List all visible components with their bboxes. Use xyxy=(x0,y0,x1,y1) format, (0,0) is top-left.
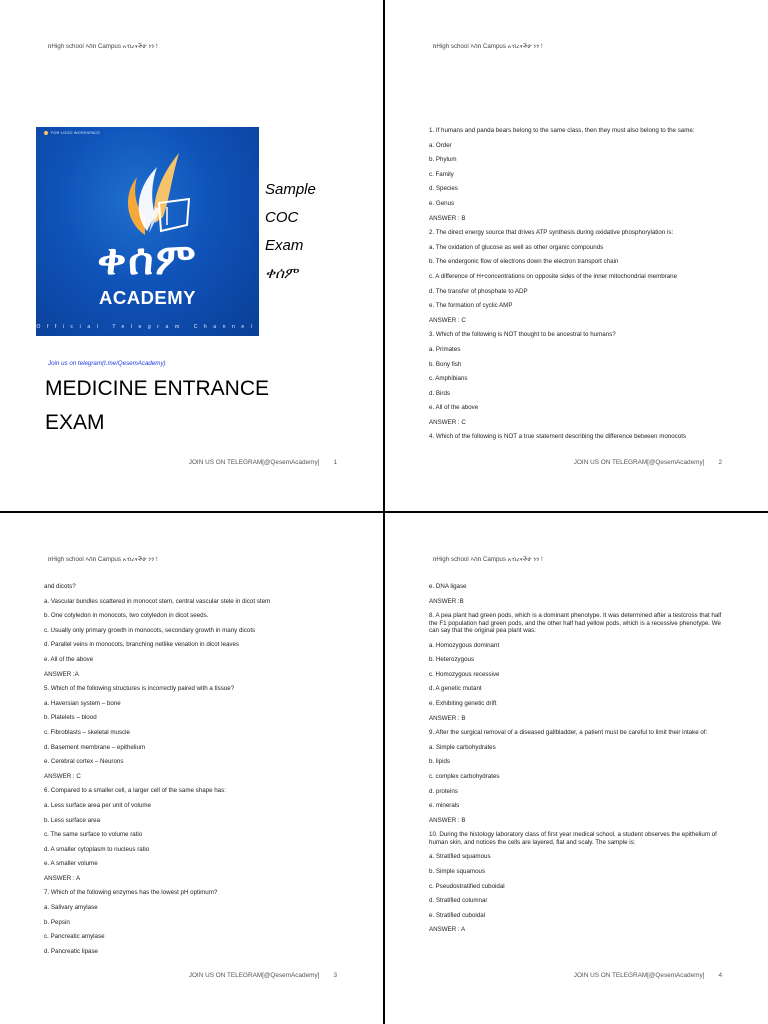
footer-text: JOIN US ON TELEGRAM[@QesemAcademy] xyxy=(573,972,705,979)
question-line: c. Homozygous recessive xyxy=(429,670,500,678)
question-line: b. One cotyledon in monocots, two cotyledon in dicot seeds. xyxy=(44,612,209,620)
cover-title-line: MEDICINE ENTRANCE xyxy=(45,377,270,400)
footer-text: JOIN US ON TELEGRAM[@QesemAcademy] xyxy=(188,972,320,979)
question-line: d. proteins xyxy=(429,787,458,795)
question-line: b. Phylum xyxy=(429,156,457,164)
question-line: c. complex carbohydrates xyxy=(429,772,500,780)
question-line: d. Species xyxy=(429,185,458,193)
question-line: a. Less surface area per unit of volume xyxy=(44,801,151,809)
page-3 xyxy=(0,513,383,1024)
question-line: c. Fibroblasts – skeletal muscle xyxy=(44,728,130,736)
page-header: ከHigh school እስከ Campus አብረናችሁ ነን ! xyxy=(48,556,158,563)
page-1 xyxy=(0,0,383,511)
question-line: a. Order xyxy=(429,141,452,149)
question-line: and dicots? xyxy=(44,583,76,590)
footer-text: JOIN US ON TELEGRAM[@QesemAcademy] xyxy=(573,459,705,466)
question-line: e. Stratified cuboidal xyxy=(429,911,486,919)
question-line: 3. Which of the following is NOT thought to be ancestral to humans? xyxy=(429,331,616,339)
question-list xyxy=(44,583,344,962)
question-line: e. Cerebral cortex – Neurons xyxy=(44,758,124,766)
question-line: 5. Which of the following structures is incorrectly paired with a tissue? xyxy=(44,685,235,693)
sample-line: Sample xyxy=(265,181,316,198)
page-footer xyxy=(189,459,337,466)
page-header: ከHigh school እስከ Campus አብረናችሁ ነን ! xyxy=(433,43,543,50)
question-line: b. Pepsin xyxy=(44,918,70,926)
question-line: 10. During the histology laboratory class of first year medical school, a student observes the epithelium of human skin, and notices the cells are layered, flat and scaly. The sample is: xyxy=(429,831,717,846)
question-line: 9. After the surgical removal of a diseased gallbladder, a patient must be careful to limit their intake of: xyxy=(429,729,708,737)
question-line: e. All of the above xyxy=(429,404,479,412)
question-line: b. Heterozygous xyxy=(429,656,475,664)
question-list xyxy=(429,583,729,941)
question-line: ANSWER : C xyxy=(429,316,466,324)
question-line: 6. Compared to a smaller cell, a larger cell of the same shape has: xyxy=(44,787,226,795)
question-line: ANSWER : C xyxy=(44,772,81,780)
question-line: b. lipids xyxy=(429,758,450,766)
logo-badge-icon xyxy=(44,131,48,135)
question-line: ANSWER : A xyxy=(44,874,81,882)
question-line: a. Vascular bundles scattered in monocot stem, central vascular stele in dicot stem xyxy=(44,597,271,605)
question-line: d. Stratified columnar xyxy=(429,897,488,905)
page-footer xyxy=(189,972,337,979)
question-line: b. Simple squamous xyxy=(429,867,486,875)
sample-coc-label xyxy=(265,176,316,288)
sample-line: ቀሰም xyxy=(265,265,298,282)
cover-title-line: EXAM xyxy=(45,411,105,434)
question-line: a. Haversian system – bone xyxy=(44,699,121,707)
question-line: b. Bony fish xyxy=(429,360,462,368)
question-line: a. Stratified squamous xyxy=(429,853,491,861)
question-line: ANSWER : B xyxy=(429,816,466,824)
question-line: e. Genus xyxy=(429,199,455,207)
logo-amharic-text: ቀሰም xyxy=(97,235,198,285)
question-line: ANSWER : B xyxy=(429,714,466,722)
question-line: c. Amphibians xyxy=(429,375,468,383)
page-number: 3 xyxy=(333,972,337,979)
footer-text: JOIN US ON TELEGRAM[@QesemAcademy] xyxy=(188,459,320,466)
question-line: a. The oxidation of glucose as well as other organic compounds xyxy=(429,243,604,251)
question-line: 8. A pea plant had green pods, which is a dominant phenotype. It was determined after a testcross that half the F1 population had green pods, and the other half had yellow pods, which is a recessive phenotype. We can say that the original pea plant was: xyxy=(429,612,722,634)
question-line: c. A difference of H+concentrations on opposite sides of the inner mitochondrial membrane xyxy=(429,272,678,280)
page-number: 2 xyxy=(718,459,722,466)
page-4 xyxy=(385,513,768,1024)
sample-line: COC xyxy=(265,209,299,226)
page-header: ከHigh school እስከ Campus አብረናችሁ ነን ! xyxy=(433,556,543,563)
question-line: e. minerals xyxy=(429,802,460,810)
question-line: e. The formation of cyclic AMP xyxy=(429,302,513,310)
question-line: ANSWER : B xyxy=(429,214,466,222)
page-2 xyxy=(385,0,768,511)
academy-logo xyxy=(36,127,259,336)
question-line: 7. Which of the following enzymes has the lowest pH optimum? xyxy=(44,889,218,897)
question-line: c. Family xyxy=(429,170,454,178)
telegram-link[interactable]: Join us on telegram(t.me/QesemAcademy) xyxy=(48,360,166,367)
logo-top-text: FOR LOGO WORKSPACE xyxy=(51,131,101,135)
question-line: c. Pancreatic amylase xyxy=(44,933,105,941)
question-line: e. A smaller volume xyxy=(44,860,98,868)
question-line: d. A smaller cytoplasm to nucleus ratio xyxy=(44,845,150,853)
question-line: 1. If humans and panda bears belong to the same class, then they must also belong to the same: xyxy=(429,127,695,134)
question-line: d. The transfer of phosphate to ADP xyxy=(429,287,528,295)
question-line: e. All of the above xyxy=(44,655,94,663)
question-line: c. The same surface to volume ratio xyxy=(44,831,143,839)
question-line: a. Salivary amylase xyxy=(44,904,98,912)
question-list xyxy=(429,127,729,448)
page-number: 1 xyxy=(333,459,337,466)
quill-book-icon xyxy=(111,147,191,239)
question-line: d. Birds xyxy=(429,389,450,397)
question-line: c. Pseudostratified cuboidal xyxy=(429,882,505,890)
page-footer xyxy=(574,972,722,979)
logo-academy-text: ACADEMY xyxy=(98,287,197,308)
question-line: e. DNA ligase xyxy=(429,583,467,590)
question-line: b. Less surface area xyxy=(44,816,101,824)
question-line: b. The endergonic flow of electrons down the electron transport chain xyxy=(429,258,619,266)
question-line: a. Simple carbohydrates xyxy=(429,743,496,751)
page-header: ከHigh school እስከ Campus አብረናችሁ ነን ! xyxy=(48,43,158,50)
question-line: b. Platelets – blood xyxy=(44,714,97,722)
cover-title xyxy=(45,372,269,440)
question-line: c. Usually only primary growth in monocots, secondary growth in many dicots xyxy=(44,626,256,634)
question-line: 2. The direct energy source that drives ATP synthesis during oxidative phosphorylation is: xyxy=(429,229,674,237)
question-line: d. Pancreatic lipase xyxy=(44,947,98,955)
question-line: e. Exhibiting genetic drift xyxy=(429,699,497,707)
question-line: a. Primates xyxy=(429,345,461,353)
question-line: d. Parallel veins in monocots, branching netlike venation in dicot leaves xyxy=(44,641,240,649)
question-line: ANSWER : A xyxy=(429,926,466,934)
sample-line: Exam xyxy=(265,237,304,254)
question-line: ANSWER :A xyxy=(44,670,79,678)
logo-footer-text: Official Telegram Channel xyxy=(36,324,259,330)
question-line: ANSWER : C xyxy=(429,418,466,426)
question-line: d. Basement membrane – epithelium xyxy=(44,743,146,751)
question-line: ANSWER :B xyxy=(429,597,464,605)
question-line: a. Homozygous dominant xyxy=(429,641,500,649)
question-line: 4. Which of the following is NOT a true statement describing the difference between monocots xyxy=(429,433,687,441)
question-line: d. A genetic mutant xyxy=(429,685,482,693)
page-footer xyxy=(574,459,722,466)
page-number: 4 xyxy=(718,972,722,979)
